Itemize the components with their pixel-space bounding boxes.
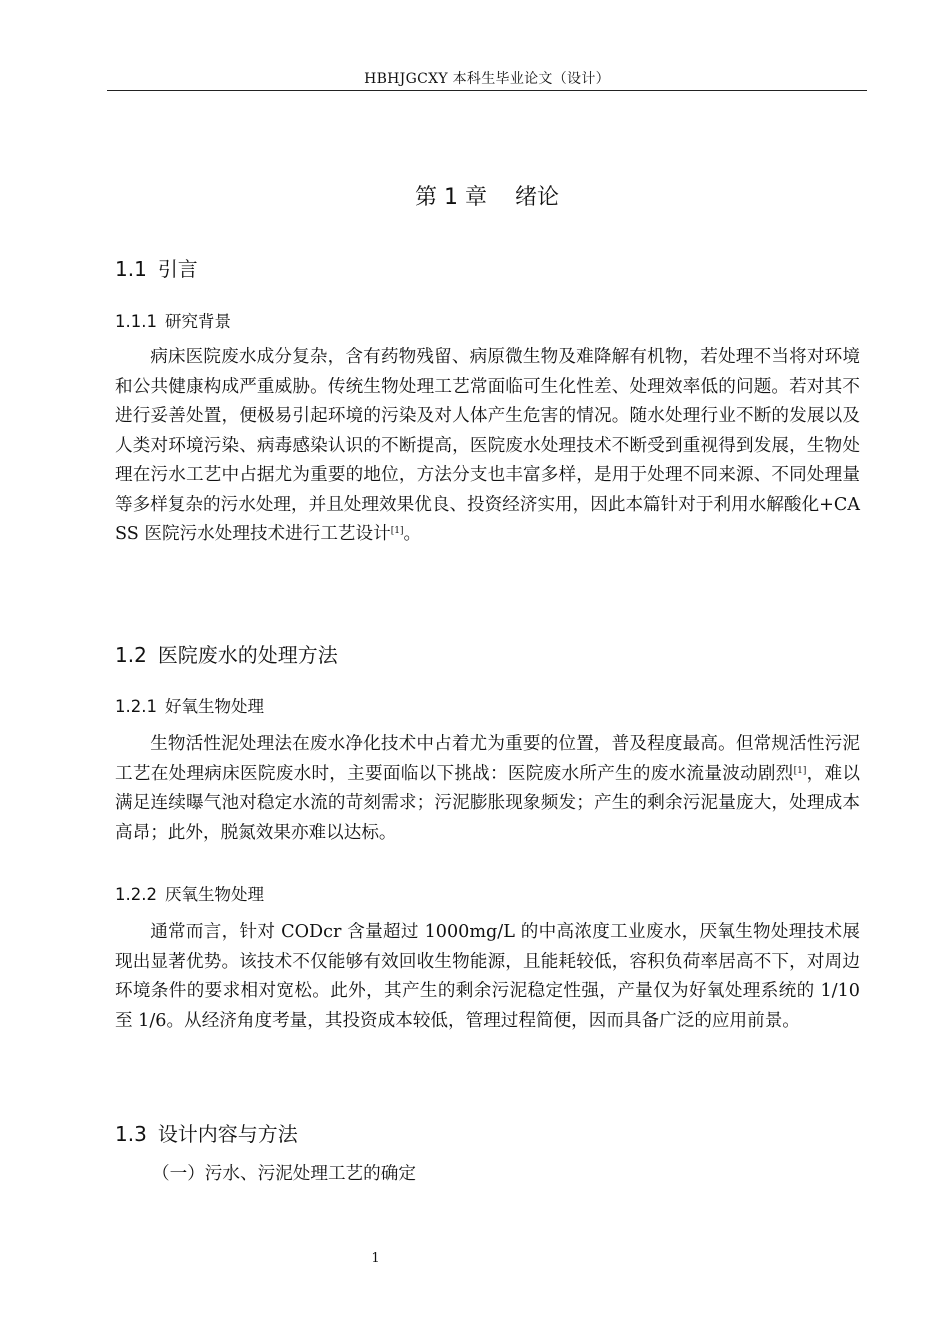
section-heading-1-3 (115, 1118, 298, 1147)
subsection-title: 研究背景 (164, 312, 231, 331)
subsection-number: 1.2.1 (115, 697, 157, 716)
subsection-number: 1.1.1 (115, 312, 157, 331)
design-content-item: （一）污水、污泥处理工艺的确定 (152, 1164, 416, 1184)
citation-ref[interactable]: [1] (793, 765, 807, 776)
paragraph-anaerobic-treatment (115, 918, 860, 1036)
section-title: 设计内容与方法 (157, 1122, 298, 1146)
section-number: 1.2 (115, 643, 147, 667)
subsection-title: 好氧生物处理 (164, 697, 264, 716)
subsection-number: 1.2.2 (115, 885, 157, 904)
subsection-heading-1-2-2 (115, 881, 264, 905)
section-title: 医院废水的处理方法 (157, 643, 338, 667)
chapter-title: 第 1 章 绪论 (415, 185, 559, 210)
paragraph-text: 病床医院废水成分复杂，含有药物残留、病原微生物及难降解有机物，若处理不当将对环境和公共健康构成严重威胁。传统生物处理工艺常面临可生化性差、处理效率低的问题。若对其不进行妥善处置，便极易引起环境的污染及对人体产生危害的情况。随水处理行业不断的发展以及人类对环境污染、病毒感染认识的不断提高，医院废水处理技术不断受到重视得到发展，生物处理在污水工艺中占据尤为重要的地位，方法分支也丰富多样，是用于处理不同来源、不同处理量等多样复杂的污水处理，并且处理效果优良、投资经济实用，因此本篇针对于利用水解酸化+CASS 医院污水处理技术进行工艺设计 (115, 347, 860, 544)
section-number: 1.1 (115, 257, 147, 281)
paragraph-text: 通常而言，针对 CODcr 含量超过 1000mg/L 的中高浓度工业废水，厌氧生物处理技术展现出显著优势。该技术不仅能够有效回收生物能源，且能耗较低，容积负荷率居高不下，对周边环境条件的要求相对宽松。此外，其产生的剩余污泥稳定性强，产量仅为好氧处理系统的 1/10 至 1/6。从经济角度考量，其投资成本较低，管理过程简便，因而具备广泛的应用前景。 (115, 922, 860, 1031)
paragraph-research-background (115, 343, 860, 550)
header-rule (107, 90, 867, 91)
section-title: 引言 (157, 257, 198, 281)
paragraph-aerobic-treatment (115, 730, 860, 848)
running-header: HBHJGCXY 本科生毕业论文（设计） (364, 71, 610, 87)
subsection-heading-1-2-1 (115, 693, 264, 717)
section-heading-1-1 (115, 253, 198, 282)
paragraph-text: 生物活性泥处理法在废水净化技术中占着尤为重要的位置，普及程度最高。但常规活性污泥工艺在处理病床医院废水时，主要面临以下挑战：医院废水所产生的废水流量波动剧烈 (115, 734, 860, 784)
subsection-title: 厌氧生物处理 (164, 885, 264, 904)
paragraph-tail: 。 (403, 524, 422, 544)
page-number: 1 (371, 1251, 380, 1266)
section-heading-1-2 (115, 639, 338, 668)
citation-ref[interactable]: [1] (390, 526, 404, 536)
section-number: 1.3 (115, 1122, 147, 1146)
paragraph-text-continued: ，难以满足连续曝气池对稳定水流的苛刻需求；污泥膨胀现象频发；产生的剩余污泥量庞大，处理成本高昂；此外，脱氮效果亦难以达标。 (115, 763, 860, 843)
subsection-heading-1-1-1 (115, 308, 231, 332)
